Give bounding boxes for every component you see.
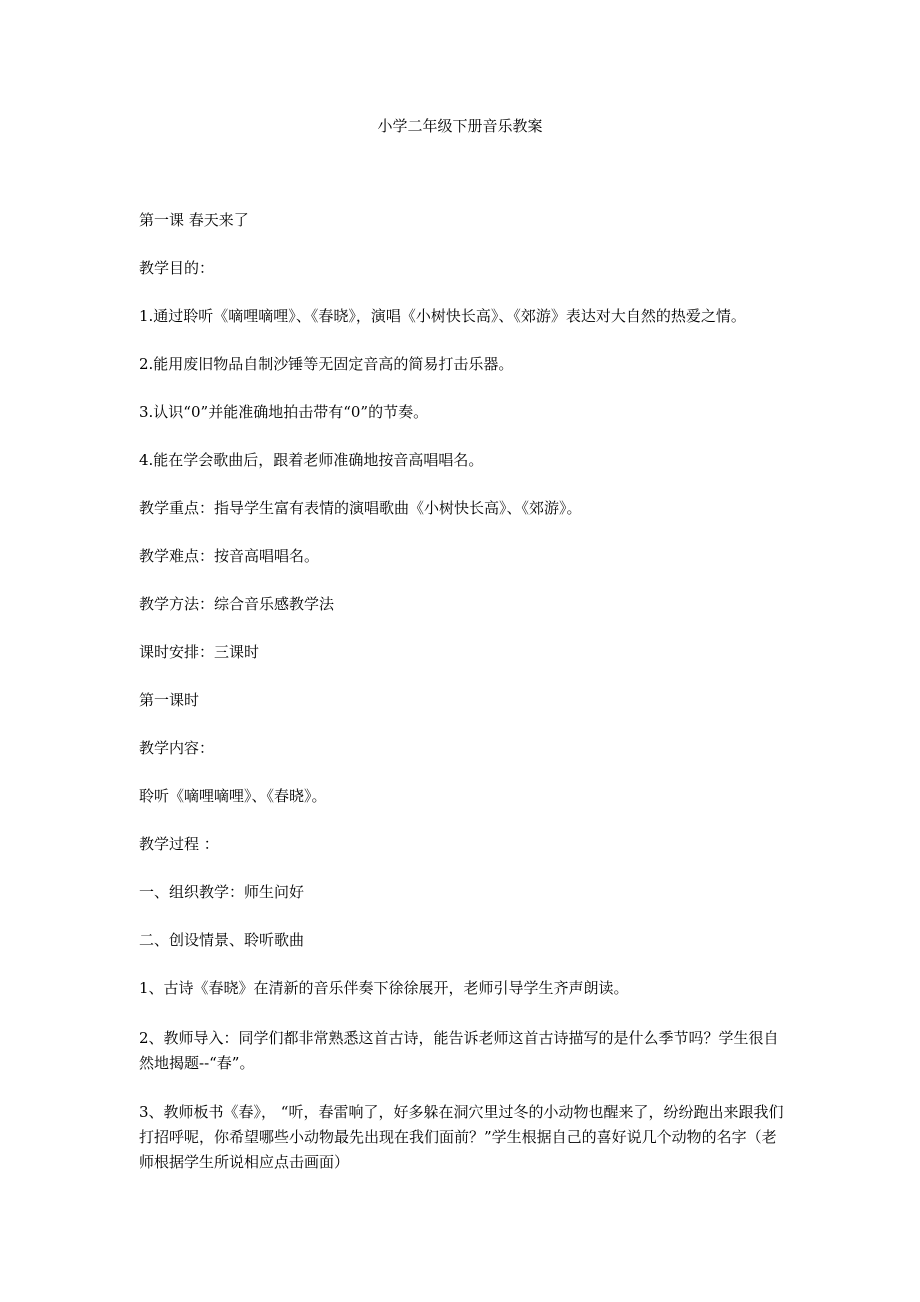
process-step-2: 二、创设情景、聆听歌曲 — [139, 931, 305, 949]
difficulty: 教学难点：按音高唱唱名。 — [139, 547, 320, 565]
objective-item-3: 3.认识“0”并能准确地拍击带有“0”的节奏。 — [139, 403, 429, 421]
objective-item-1: 1.通过聆听《嘀哩嘀哩》、《春晓》，演唱《小树快长高》、《郊游》表达对大自然的热爱之情。 — [139, 307, 746, 325]
teaching-method: 教学方法：综合音乐感教学法 — [139, 595, 335, 613]
key-point: 教学重点：指导学生富有表情的演唱歌曲《小树快长高》、《郊游》。 — [139, 499, 582, 517]
document-title: 小学二年级下册音乐教案 — [377, 117, 543, 135]
process-item-3: 3、教师板书《春》， “听，春雷响了，好多躲在洞穴里过冬的小动物也醒来了，纷纷跑出来跟我们打招呼呢，你希望哪些小动物最先出现在我们面前？”学生根据自己的喜好说几个动物的名字（老师根据学生所说相应点击画面） — [139, 1103, 784, 1171]
content-text: 聆听《嘀哩嘀哩》、《春晓》。 — [139, 787, 327, 805]
objectives-label: 教学目的： — [139, 259, 215, 277]
schedule: 课时安排：三课时 — [139, 643, 260, 661]
objective-item-2: 2.能用废旧物品自制沙锤等无固定音高的简易打击乐器。 — [139, 355, 514, 373]
process-step-1: 一、组织教学：师生问好 — [139, 883, 305, 901]
content-label: 教学内容： — [139, 739, 215, 757]
process-item-1: 1、古诗《春晓》在清新的音乐伴奏下徐徐展开，老师引导学生齐声朗读。 — [139, 979, 629, 997]
period-heading: 第一课时 — [139, 691, 200, 709]
process-label: 教学过程 ： — [139, 835, 219, 853]
objective-item-4: 4.能在学会歌曲后，跟着老师准确地按音高唱唱名。 — [139, 451, 484, 469]
process-item-2: 2、教师导入：同学们都非常熟悉这首古诗，能告诉老师这首古诗描写的是什么季节吗？学生很自然地揭题--“春”。 — [139, 1029, 779, 1072]
lesson-heading: 第一课 春天来了 — [139, 211, 249, 229]
